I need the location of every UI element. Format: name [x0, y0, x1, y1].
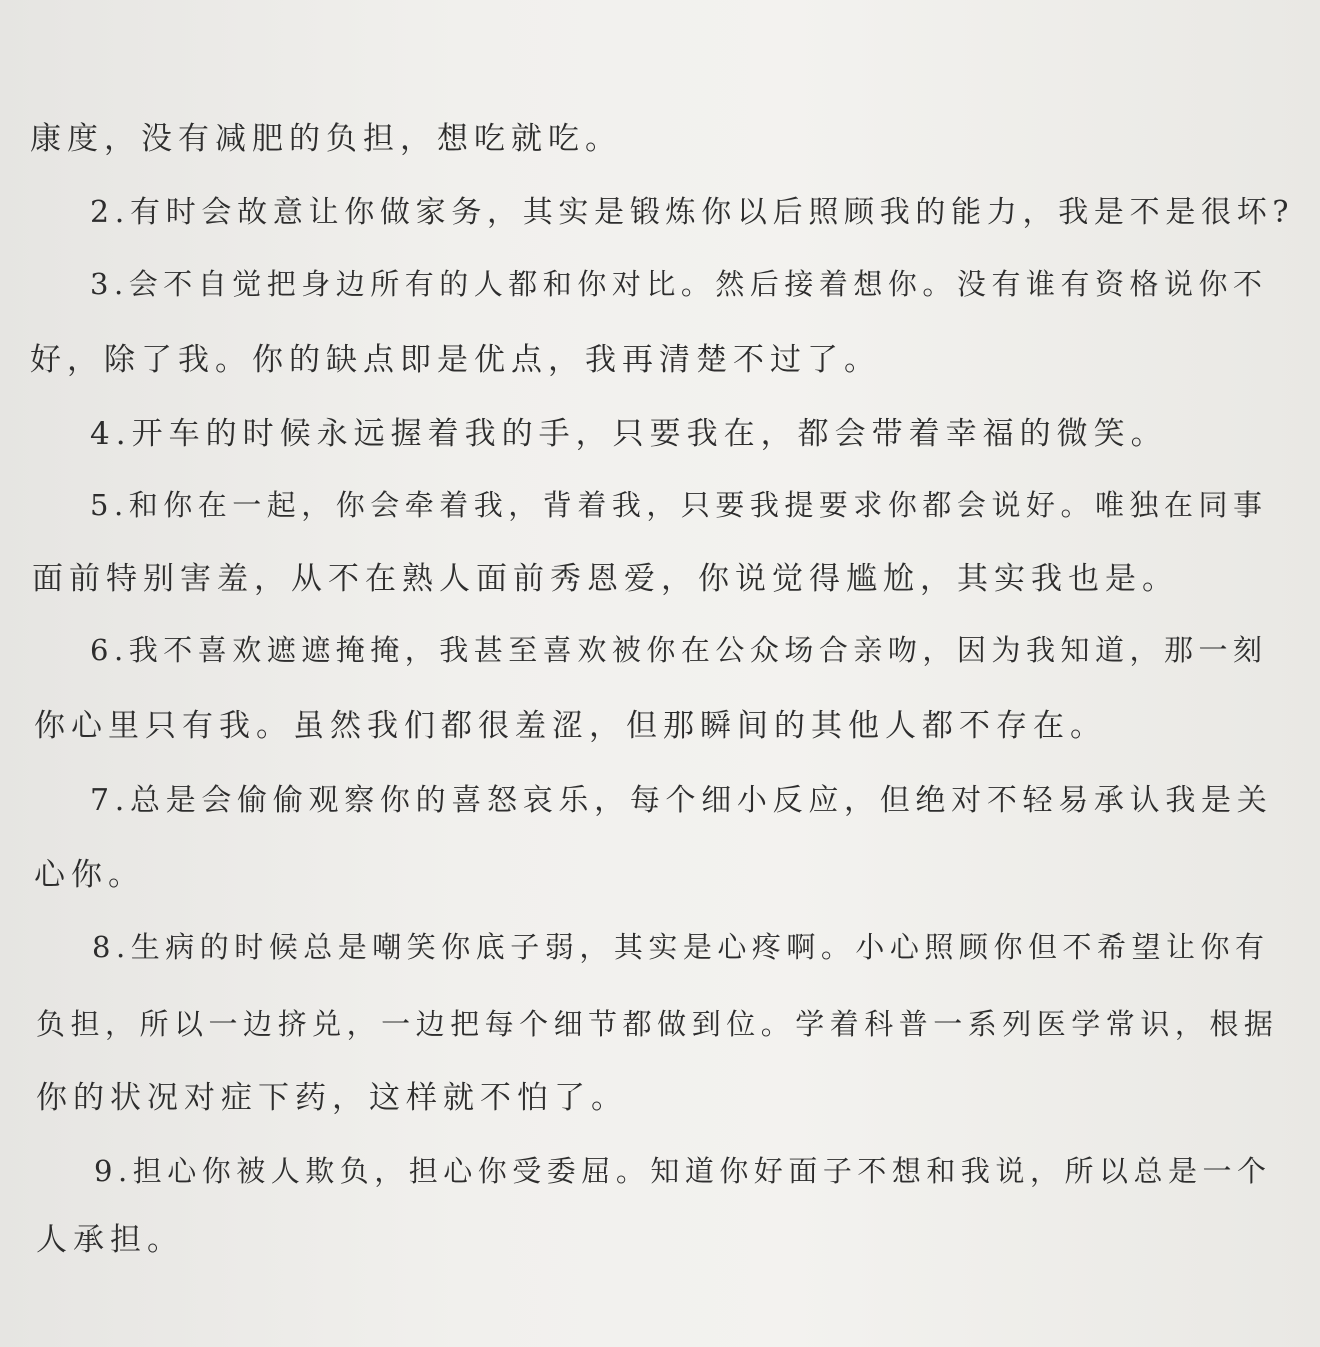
- text-line: 2.有时会故意让你做家务，其实是锻炼你以后照顾我的能力，我是不是很坏?: [90, 195, 1295, 230]
- text-line: 负担，所以一边挤兑，一边把每个细节都做到位。学着科普一系列医学常识，根据: [36, 1007, 1279, 1041]
- text-line: 面前特别害羞，从不在熟人面前秀恩爱，你说觉得尴尬，其实我也是。: [32, 561, 1179, 597]
- text-line: 5.和你在一起，你会牵着我，背着我，只要我提要求你都会说好。唯独在同事: [90, 488, 1268, 522]
- text-line: 人承担。: [36, 1222, 184, 1258]
- text-line: 好，除了我。你的缺点即是优点，我再清楚不过了。: [30, 342, 881, 378]
- text-line: 康度，没有减肥的负担，想吃就吃。: [30, 121, 622, 157]
- text-line: 7.总是会偷偷观察你的喜怒哀乐，每个细小反应，但绝对不轻易承认我是关: [90, 783, 1273, 818]
- text-line: 你心里只有我。虽然我们都很羞涩，但那瞬间的其他人都不存在。: [34, 708, 1107, 744]
- text-line: 9.担心你被人欺负，担心你受委屈。知道你好面子不想和我说，所以总是一个: [94, 1154, 1272, 1188]
- text-line: 你的状况对症下药，这样就不怕了。: [36, 1080, 628, 1116]
- text-line: 3.会不自觉把身边所有的人都和你对比。然后接着想你。没有谁有资格说你不: [90, 267, 1268, 301]
- text-line: 4.开车的时候永远握着我的手，只要我在，都会带着幸福的微笑。: [90, 416, 1168, 452]
- text-line: 6.我不喜欢遮遮掩掩，我甚至喜欢被你在公众场合亲吻，因为我知道，那一刻: [90, 633, 1268, 667]
- text-line: 8.生病的时候总是嘲笑你底子弱，其实是心疼啊。小心照顾你但不希望让你有: [92, 930, 1270, 964]
- text-line: 心你。: [34, 857, 145, 893]
